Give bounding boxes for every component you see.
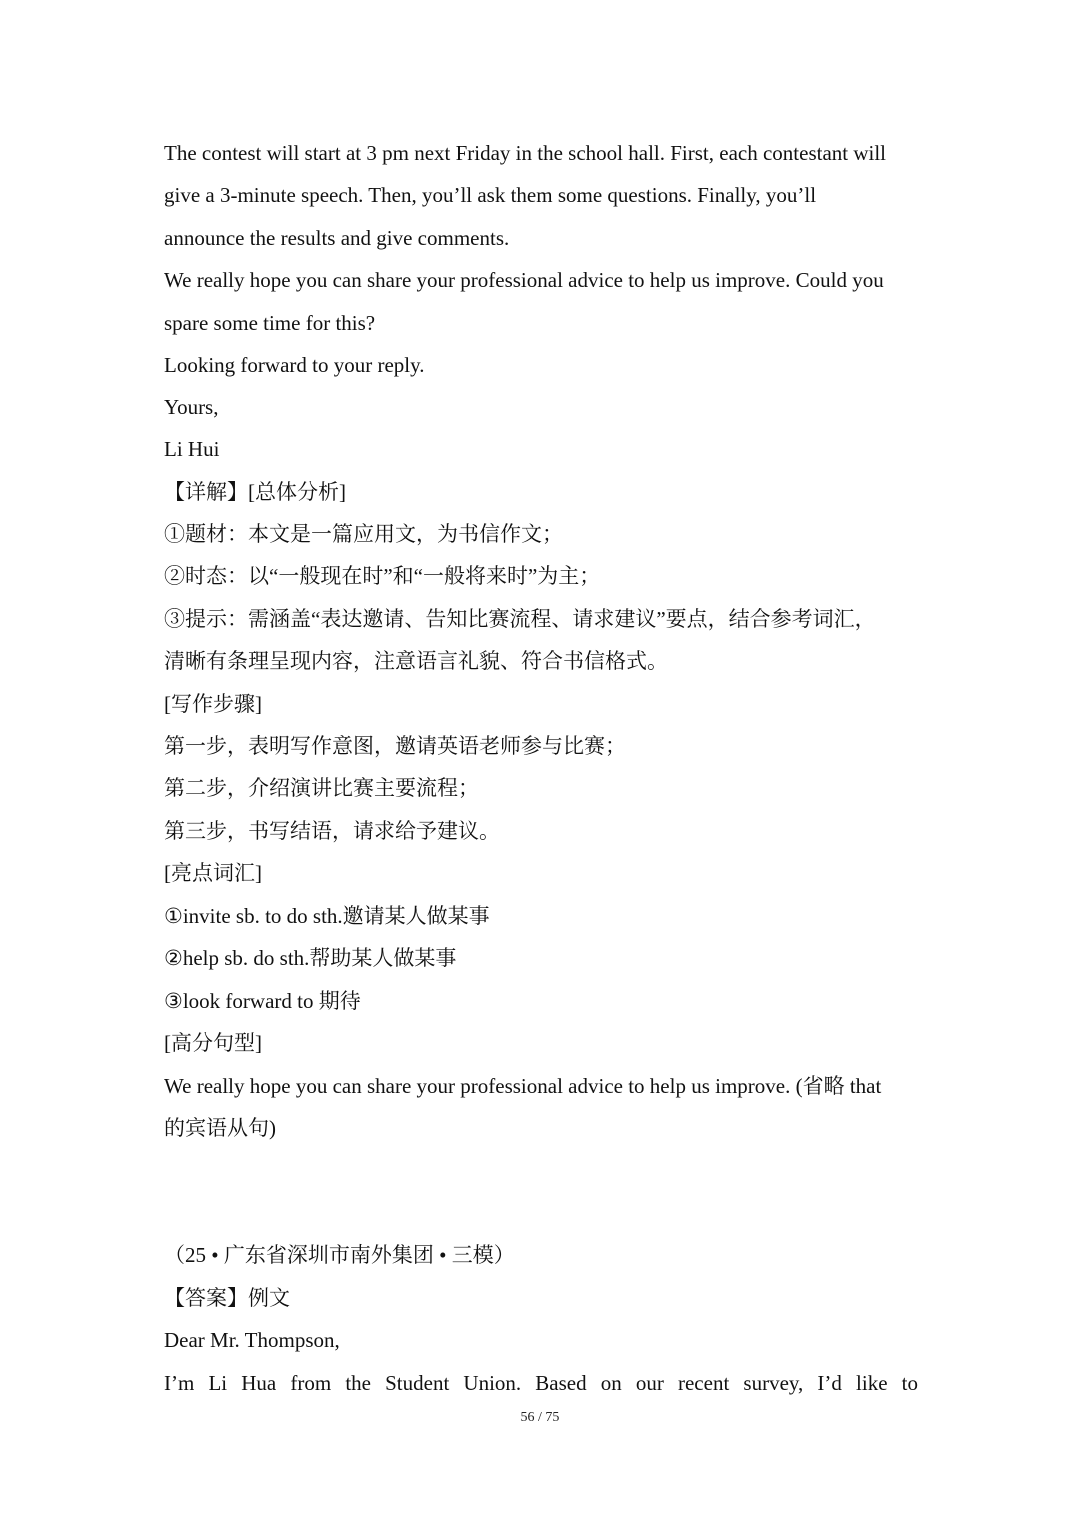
text-line: announce the results and give comments. xyxy=(164,226,510,250)
text-line: 的宾语从句) xyxy=(164,1116,276,1140)
text-line: ③提示：需涵盖“表达邀请、告知比赛流程、请求建议”要点，结合参考词汇， xyxy=(164,607,876,631)
section-heading: 【详解】[总体分析] xyxy=(164,480,346,504)
text-line: 清晰有条理呈现内容，注意语言礼貌、符合书信格式。 xyxy=(164,649,668,673)
text-line: give a 3-minute speech. Then, you’ll ask them some questions. Finally, you’ll xyxy=(164,183,817,207)
text-line: Yours, xyxy=(164,395,219,419)
vocab-item: ③look forward to 期待 xyxy=(164,989,361,1013)
text-line: We really hope you can share your professional advice to help us improve. (省略 that xyxy=(164,1074,882,1098)
section-heading: [亮点词汇] xyxy=(164,861,262,885)
signature-name: Li Hui xyxy=(164,437,220,461)
text-line: 第二步，介绍演讲比赛主要流程； xyxy=(164,776,479,800)
section-heading: [高分句型] xyxy=(164,1031,262,1055)
section-heading: [写作步骤] xyxy=(164,692,262,716)
text-line: We really hope you can share your professional advice to help us improve. Could you xyxy=(164,268,884,292)
text-line: 第三步，书写结语，请求给予建议。 xyxy=(164,819,500,843)
text-line: I’m Li Hua from the Student Union. Based on our recent survey, I’d like to xyxy=(164,1371,918,1395)
text-line: 第一步，表明写作意图，邀请英语老师参与比赛； xyxy=(164,734,626,758)
text-line: Looking forward to your reply. xyxy=(164,353,425,377)
text-line: ②时态：以“一般现在时”和“一般将来时”为主； xyxy=(164,564,601,588)
vocab-item: ①invite sb. to do sth.邀请某人做某事 xyxy=(164,904,490,928)
text-line: spare some time for this? xyxy=(164,311,376,335)
vocab-item: ②help sb. do sth.帮助某人做某事 xyxy=(164,946,457,970)
text-line: The contest will start at 3 pm next Friday in the school hall. First, each contestant will xyxy=(164,141,887,165)
text-line: ①题材：本文是一篇应用文，为书信作文； xyxy=(164,522,563,546)
source-label: （25 • 广东省深圳市南外集团 • 三模） xyxy=(164,1243,515,1267)
answer-heading: 【答案】例文 xyxy=(164,1286,290,1310)
letter-salutation: Dear Mr. Thompson, xyxy=(164,1328,340,1352)
page-number: 56 / 75 xyxy=(520,1410,560,1425)
